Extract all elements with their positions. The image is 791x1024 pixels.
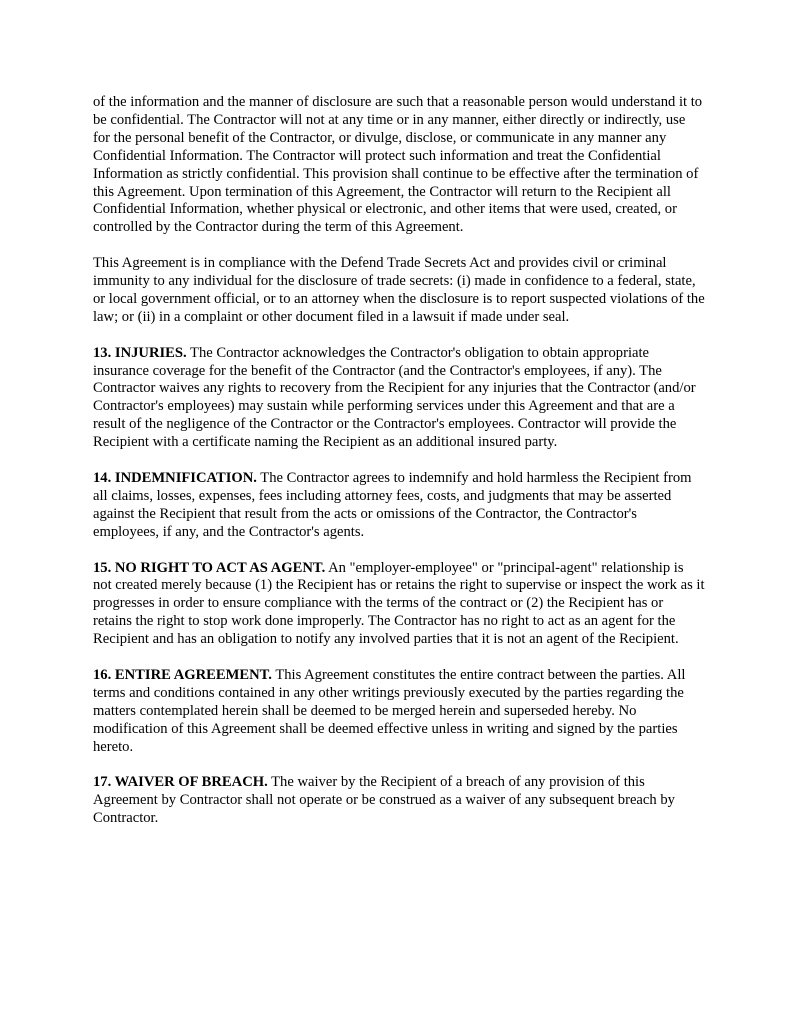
section-heading: 13. INJURIES. — [93, 344, 187, 361]
section-text: This Agreement constitutes the entire contract between the parties. All terms and conditions contained in any other writings previously executed by the parties regarding the matters contemplated herein shall be deemed to be merged herein and superseded hereby. No modification of this Agreement shall be deemed effective unless in writing and signed by the parties hereto. — [93, 666, 686, 755]
section-heading: 15. NO RIGHT TO ACT AS AGENT. — [93, 559, 326, 576]
section-text: An "employer-employee" or "principal-agent" relationship is not created merely because (1) the Recipient has or retains the right to supervise or inspect the work as it progresses in order to ensure compliance with the terms of the contract or (2) the Recipient has or retains the right to stop work done improperly. The Contractor has no right to act as an agent for the Recipient and has an obligation to notify any involved parties that it is not an agent of the Recipient. — [93, 559, 705, 648]
section-heading: 14. INDEMNIFICATION. — [93, 469, 257, 486]
paragraph-text: of the information and the manner of disclosure are such that a reasonable person would understand it to be confidential. The Contractor will not at any time or in any manner, either directly or indirectly, use for the personal benefit of the Contractor, or divulge, disclose, or communicate in any manner any Confidential Information. The Contractor will protect such information and treat the Confidential Information as strictly confidential. This provision shall continue to be effective after the termination of this Agreement. Upon termination of this Agreement, the Contractor will return to the Recipient all Confidential Information, whether physical or electronic, and other items that were used, created, or controlled by the Contractor during the term of this Agreement. — [93, 94, 703, 236]
section-indemnification — [93, 470, 705, 542]
section-heading: 16. ENTIRE AGREEMENT. — [93, 666, 272, 683]
section-text: The Contractor acknowledges the Contractor's obligation to obtain appropriate insurance coverage for the benefit of the Contractor (and the Contractor's employees, if any). The Contractor waives any rights to recovery from the Recipient for any injuries that the Contractor (and/or Contractor's employees) may sustain while performing services under this Agreement and that are a result of the negligence of the Contractor or the Contractor's employees. Contractor will provide the Recipient with a certificate naming the Recipient as an additional insured party. — [93, 344, 696, 451]
section-entire-agreement — [93, 667, 705, 757]
section-text: The Contractor agrees to indemnify and hold harmless the Recipient from all claims, losses, expenses, fees including attorney fees, costs, and judgments that may be asserted against the Recipient that result from the acts or omissions of the Contractor, the Contractor's employees, if any, and the Contractor's agents. — [93, 469, 692, 540]
section-no-right-to-act-as-agent — [93, 560, 705, 650]
paragraph-defend-trade-secrets — [93, 255, 705, 327]
paragraph-confidentiality-continued — [93, 94, 705, 237]
section-text: The waiver by the Recipient of a breach of any provision of this Agreement by Contractor shall not operate or be construed as a waiver of any subsequent breach by Contractor. — [93, 774, 675, 827]
paragraph-text: This Agreement is in compliance with the Defend Trade Secrets Act and provides civil or criminal immunity to any individual for the disclosure of trade secrets: (i) made in confidence to a federal, state, or local government official, or to an attorney when the disclosure is to report suspected violations of the law; or (ii) in a complaint or other document filed in a lawsuit if made under seal. — [93, 255, 705, 325]
section-heading: 17. WAIVER OF BREACH. — [93, 774, 268, 791]
section-injuries — [93, 345, 705, 452]
document-page — [93, 94, 705, 846]
section-waiver-of-breach — [93, 774, 705, 828]
